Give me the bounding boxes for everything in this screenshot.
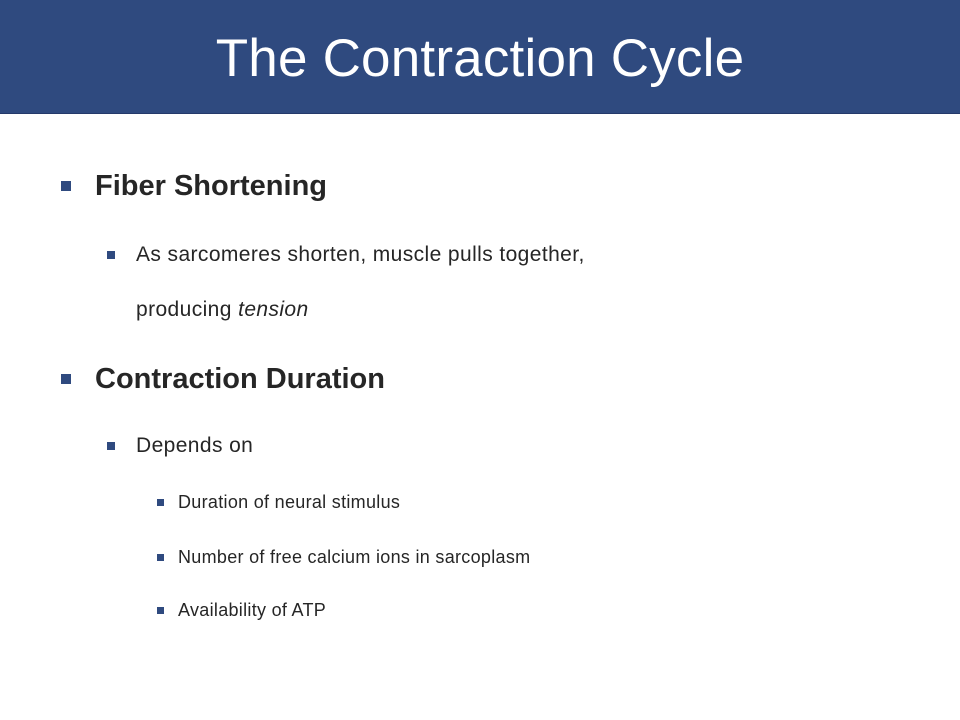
bullet-factor: [157, 597, 326, 623]
square-bullet-icon: [157, 554, 164, 561]
bullet-text: Number of free calcium ions in sarcoplasm: [178, 546, 531, 567]
bullet-fiber-shortening: [61, 166, 327, 206]
square-bullet-icon: [61, 181, 71, 191]
bullet-continuation: [136, 295, 309, 325]
bullet-text-emphasis: tension: [238, 298, 309, 321]
bullet-depends-on: [107, 431, 253, 461]
square-bullet-icon: [157, 499, 164, 506]
bullet-text: As sarcomeres shorten, muscle pulls together,: [136, 243, 585, 266]
bullet-sarcomeres: [107, 240, 585, 270]
bullet-factor: [157, 489, 400, 515]
bullet-text-prefix: producing: [136, 298, 239, 321]
title-bar: [0, 0, 960, 114]
bullet-factor: [157, 544, 530, 570]
bullet-text: Depends on: [136, 434, 254, 457]
bullet-heading: Contraction Duration: [95, 362, 385, 395]
slide-title: The Contraction Cycle: [215, 29, 745, 88]
bullet-heading: Fiber Shortening: [95, 169, 327, 202]
bullet-text: Availability of ATP: [178, 599, 327, 620]
square-bullet-icon: [61, 374, 71, 384]
bullet-contraction-duration: [61, 359, 385, 399]
bullet-text: Duration of neural stimulus: [178, 491, 401, 512]
square-bullet-icon: [107, 442, 115, 450]
square-bullet-icon: [107, 251, 115, 259]
square-bullet-icon: [157, 607, 164, 614]
